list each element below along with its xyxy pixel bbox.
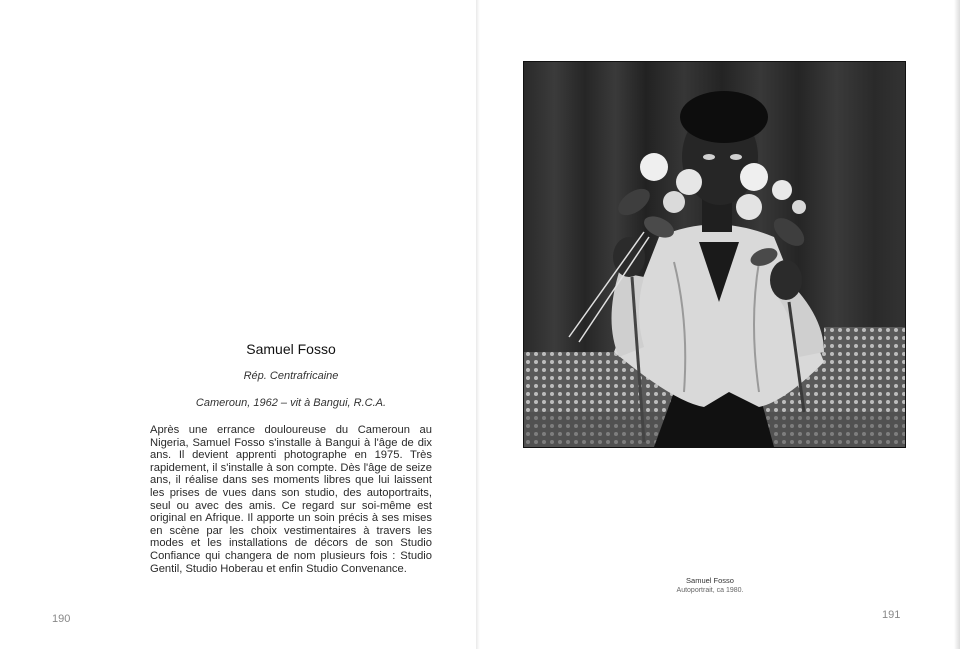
photo-caption <box>640 576 780 594</box>
artist-biography: Après une errance douloureuse du Cameroun au Nigeria, Samuel Fosso s'installe à Bangui à l'âge de dix ans. Il devient apprenti photographe en 1975. Très rapidement, il s'installe à son compte. Dès l'âge de seize ans, il réalise dans ses moments libres que lui laissent les prises de vues dans son studio, des autoportraits, seul ou avec des amis. Ce regard sur soi-même est original en Afrique. Il apporte un soin précis à ses mises en scène par les choix vestimentaires à travers les modes et les installations de décors de son Studio Confiance qui changera de nom plusieurs fois : Studio Gentil, Studio Hoberau et enfin Studio Convenance. <box>150 424 432 575</box>
artist-country: Rép. Centrafricaine <box>243 370 339 382</box>
portrait-photograph <box>523 61 906 448</box>
artist-bio-line: Cameroun, 1962 – vit à Bangui, R.C.A. <box>195 397 387 409</box>
page-number-right: 191 <box>882 609 901 621</box>
caption-title: Samuel Fosso <box>686 576 734 585</box>
portrait-illustration <box>524 62 905 447</box>
page-number-left: 190 <box>52 613 71 625</box>
book-gutter <box>476 0 480 649</box>
artist-name: Samuel Fosso <box>246 341 336 357</box>
page-edge-shadow <box>954 0 960 649</box>
caption-subtitle: Autoportrait, ca 1980. <box>676 587 744 594</box>
